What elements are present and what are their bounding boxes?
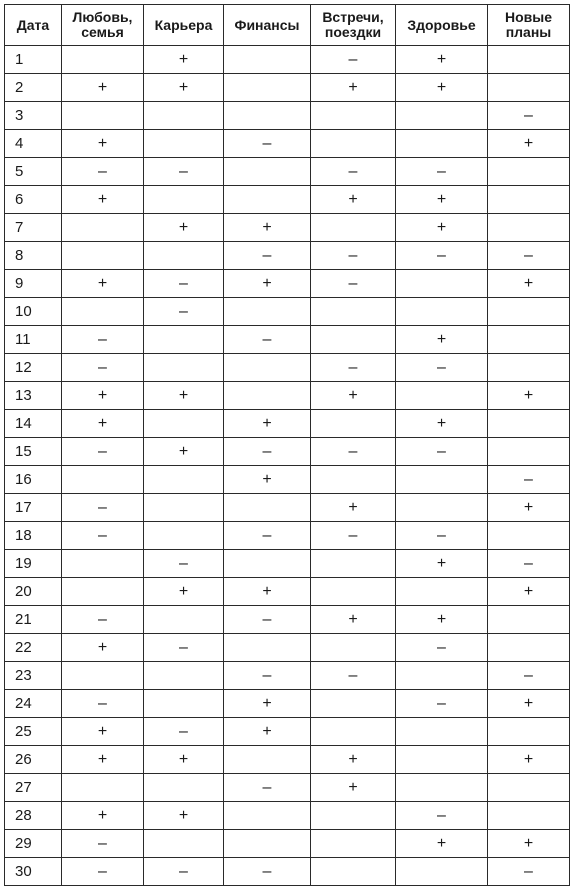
new-plans-cell bbox=[488, 74, 570, 102]
health-cell bbox=[396, 102, 488, 130]
love-family-cell bbox=[62, 298, 144, 326]
date-cell: 28 bbox=[5, 802, 62, 830]
new-plans-cell: + bbox=[488, 830, 570, 858]
health-cell: – bbox=[396, 438, 488, 466]
love-family-cell bbox=[62, 662, 144, 690]
health-cell bbox=[396, 774, 488, 802]
meetings-trips-cell: + bbox=[311, 774, 396, 802]
health-cell: + bbox=[396, 74, 488, 102]
meetings-trips-cell bbox=[311, 102, 396, 130]
finance-cell: – bbox=[224, 522, 311, 550]
meetings-trips-cell bbox=[311, 550, 396, 578]
table-row bbox=[5, 410, 570, 438]
career-cell: – bbox=[144, 718, 224, 746]
love-family-cell: – bbox=[62, 494, 144, 522]
love-family-cell: – bbox=[62, 522, 144, 550]
table-row bbox=[5, 130, 570, 158]
health-cell bbox=[396, 662, 488, 690]
finance-cell bbox=[224, 46, 311, 74]
meetings-trips-cell bbox=[311, 130, 396, 158]
table-row bbox=[5, 746, 570, 774]
love-family-cell: – bbox=[62, 158, 144, 186]
career-cell: – bbox=[144, 858, 224, 886]
header-label: Карьера bbox=[154, 16, 213, 33]
header-label: Новые планы bbox=[504, 9, 552, 40]
health-cell: + bbox=[396, 606, 488, 634]
new-plans-cell bbox=[488, 438, 570, 466]
health-cell bbox=[396, 382, 488, 410]
health-cell bbox=[396, 466, 488, 494]
table-row bbox=[5, 690, 570, 718]
meetings-trips-cell bbox=[311, 214, 396, 242]
career-cell bbox=[144, 606, 224, 634]
new-plans-cell bbox=[488, 354, 570, 382]
love-family-cell: + bbox=[62, 410, 144, 438]
health-cell bbox=[396, 298, 488, 326]
table-row bbox=[5, 214, 570, 242]
career-cell bbox=[144, 242, 224, 270]
finance-cell bbox=[224, 74, 311, 102]
date-cell: 9 bbox=[5, 270, 62, 298]
love-family-cell: + bbox=[62, 802, 144, 830]
meetings-trips-cell: – bbox=[311, 242, 396, 270]
date-cell: 16 bbox=[5, 466, 62, 494]
date-cell: 14 bbox=[5, 410, 62, 438]
health-cell: + bbox=[396, 550, 488, 578]
new-plans-cell: + bbox=[488, 690, 570, 718]
new-plans-cell bbox=[488, 186, 570, 214]
career-cell: – bbox=[144, 634, 224, 662]
date-cell: 26 bbox=[5, 746, 62, 774]
header-health bbox=[396, 5, 488, 46]
meetings-trips-cell: + bbox=[311, 746, 396, 774]
meetings-trips-cell bbox=[311, 298, 396, 326]
career-cell bbox=[144, 410, 224, 438]
career-cell: + bbox=[144, 802, 224, 830]
finance-cell: + bbox=[224, 270, 311, 298]
new-plans-cell: + bbox=[488, 382, 570, 410]
date-cell: 12 bbox=[5, 354, 62, 382]
career-cell: + bbox=[144, 438, 224, 466]
health-cell bbox=[396, 718, 488, 746]
date-cell: 23 bbox=[5, 662, 62, 690]
finance-cell bbox=[224, 158, 311, 186]
date-cell: 22 bbox=[5, 634, 62, 662]
finance-cell: + bbox=[224, 718, 311, 746]
finance-cell: – bbox=[224, 858, 311, 886]
health-cell: + bbox=[396, 326, 488, 354]
new-plans-cell bbox=[488, 802, 570, 830]
new-plans-cell: – bbox=[488, 466, 570, 494]
finance-cell bbox=[224, 298, 311, 326]
love-family-cell: – bbox=[62, 606, 144, 634]
table-row bbox=[5, 438, 570, 466]
love-family-cell: – bbox=[62, 354, 144, 382]
meetings-trips-cell: – bbox=[311, 354, 396, 382]
new-plans-cell bbox=[488, 774, 570, 802]
finance-cell bbox=[224, 746, 311, 774]
table-row bbox=[5, 466, 570, 494]
meetings-trips-cell: + bbox=[311, 606, 396, 634]
new-plans-cell: – bbox=[488, 242, 570, 270]
table-row bbox=[5, 830, 570, 858]
love-family-cell bbox=[62, 550, 144, 578]
meetings-trips-cell bbox=[311, 718, 396, 746]
table-row bbox=[5, 242, 570, 270]
meetings-trips-cell: – bbox=[311, 662, 396, 690]
table-row bbox=[5, 46, 570, 74]
date-cell: 18 bbox=[5, 522, 62, 550]
meetings-trips-cell bbox=[311, 858, 396, 886]
table-row bbox=[5, 354, 570, 382]
new-plans-cell: + bbox=[488, 270, 570, 298]
new-plans-cell bbox=[488, 634, 570, 662]
new-plans-cell bbox=[488, 522, 570, 550]
health-cell: – bbox=[396, 802, 488, 830]
career-cell bbox=[144, 774, 224, 802]
date-cell: 25 bbox=[5, 718, 62, 746]
date-cell: 19 bbox=[5, 550, 62, 578]
date-cell: 10 bbox=[5, 298, 62, 326]
date-cell: 27 bbox=[5, 774, 62, 802]
new-plans-cell: – bbox=[488, 662, 570, 690]
new-plans-cell bbox=[488, 158, 570, 186]
meetings-trips-cell: + bbox=[311, 382, 396, 410]
meetings-trips-cell: – bbox=[311, 46, 396, 74]
finance-cell bbox=[224, 830, 311, 858]
career-cell bbox=[144, 522, 224, 550]
new-plans-cell: + bbox=[488, 130, 570, 158]
health-cell bbox=[396, 858, 488, 886]
love-family-cell bbox=[62, 102, 144, 130]
finance-cell bbox=[224, 102, 311, 130]
date-cell: 2 bbox=[5, 74, 62, 102]
career-cell bbox=[144, 102, 224, 130]
date-cell: 3 bbox=[5, 102, 62, 130]
career-cell: – bbox=[144, 270, 224, 298]
finance-cell: – bbox=[224, 326, 311, 354]
finance-cell: – bbox=[224, 606, 311, 634]
career-cell bbox=[144, 466, 224, 494]
table-row bbox=[5, 158, 570, 186]
date-cell: 7 bbox=[5, 214, 62, 242]
header-row bbox=[5, 5, 570, 46]
career-cell bbox=[144, 354, 224, 382]
health-cell: – bbox=[396, 634, 488, 662]
new-plans-cell: – bbox=[488, 858, 570, 886]
date-cell: 4 bbox=[5, 130, 62, 158]
new-plans-cell: – bbox=[488, 550, 570, 578]
date-cell: 15 bbox=[5, 438, 62, 466]
health-cell bbox=[396, 494, 488, 522]
header-new-plans bbox=[488, 5, 570, 46]
table-row bbox=[5, 382, 570, 410]
finance-cell: – bbox=[224, 774, 311, 802]
finance-cell: + bbox=[224, 578, 311, 606]
finance-cell: – bbox=[224, 130, 311, 158]
table-row bbox=[5, 634, 570, 662]
finance-cell: + bbox=[224, 214, 311, 242]
date-cell: 30 bbox=[5, 858, 62, 886]
career-cell bbox=[144, 494, 224, 522]
love-family-cell: + bbox=[62, 130, 144, 158]
date-cell: 1 bbox=[5, 46, 62, 74]
header-label: Любовь, семья bbox=[72, 9, 133, 40]
meetings-trips-cell: – bbox=[311, 522, 396, 550]
career-cell bbox=[144, 830, 224, 858]
love-family-cell bbox=[62, 214, 144, 242]
meetings-trips-cell: – bbox=[311, 158, 396, 186]
header-meetings-trips bbox=[311, 5, 396, 46]
table-body bbox=[5, 46, 570, 886]
career-cell bbox=[144, 662, 224, 690]
table-row bbox=[5, 606, 570, 634]
finance-cell bbox=[224, 494, 311, 522]
new-plans-cell bbox=[488, 46, 570, 74]
love-family-cell: + bbox=[62, 270, 144, 298]
new-plans-cell bbox=[488, 214, 570, 242]
career-cell: + bbox=[144, 214, 224, 242]
table-row bbox=[5, 718, 570, 746]
meetings-trips-cell bbox=[311, 466, 396, 494]
health-cell bbox=[396, 746, 488, 774]
health-cell bbox=[396, 270, 488, 298]
health-cell: – bbox=[396, 242, 488, 270]
table-row bbox=[5, 102, 570, 130]
health-cell: + bbox=[396, 46, 488, 74]
health-cell: – bbox=[396, 158, 488, 186]
header-label: Встречи, поездки bbox=[322, 9, 384, 40]
health-cell: – bbox=[396, 522, 488, 550]
table-row bbox=[5, 74, 570, 102]
new-plans-cell bbox=[488, 718, 570, 746]
meetings-trips-cell bbox=[311, 802, 396, 830]
table-row bbox=[5, 298, 570, 326]
new-plans-cell: – bbox=[488, 102, 570, 130]
header-date bbox=[5, 5, 62, 46]
forecast-table bbox=[4, 4, 570, 886]
table-row bbox=[5, 494, 570, 522]
meetings-trips-cell bbox=[311, 410, 396, 438]
table-row bbox=[5, 858, 570, 886]
header-label: Здоровье bbox=[407, 16, 476, 33]
career-cell bbox=[144, 690, 224, 718]
meetings-trips-cell bbox=[311, 578, 396, 606]
career-cell: + bbox=[144, 746, 224, 774]
date-cell: 13 bbox=[5, 382, 62, 410]
table-row bbox=[5, 186, 570, 214]
love-family-cell: – bbox=[62, 858, 144, 886]
love-family-cell: – bbox=[62, 690, 144, 718]
finance-cell: + bbox=[224, 410, 311, 438]
meetings-trips-cell bbox=[311, 830, 396, 858]
header-label: Дата bbox=[16, 16, 50, 33]
love-family-cell: + bbox=[62, 382, 144, 410]
finance-cell: + bbox=[224, 690, 311, 718]
header-finance bbox=[224, 5, 311, 46]
table-row bbox=[5, 550, 570, 578]
love-family-cell bbox=[62, 774, 144, 802]
finance-cell bbox=[224, 382, 311, 410]
date-cell: 20 bbox=[5, 578, 62, 606]
date-cell: 24 bbox=[5, 690, 62, 718]
date-cell: 5 bbox=[5, 158, 62, 186]
header-love-family bbox=[62, 5, 144, 46]
finance-cell bbox=[224, 802, 311, 830]
table-row bbox=[5, 774, 570, 802]
love-family-cell: + bbox=[62, 186, 144, 214]
love-family-cell: + bbox=[62, 746, 144, 774]
finance-cell: – bbox=[224, 242, 311, 270]
career-cell: – bbox=[144, 298, 224, 326]
header-career bbox=[144, 5, 224, 46]
health-cell bbox=[396, 130, 488, 158]
meetings-trips-cell: + bbox=[311, 494, 396, 522]
new-plans-cell: + bbox=[488, 578, 570, 606]
health-cell: – bbox=[396, 690, 488, 718]
meetings-trips-cell: – bbox=[311, 270, 396, 298]
love-family-cell: – bbox=[62, 326, 144, 354]
date-cell: 6 bbox=[5, 186, 62, 214]
health-cell: + bbox=[396, 830, 488, 858]
new-plans-cell bbox=[488, 326, 570, 354]
date-cell: 8 bbox=[5, 242, 62, 270]
love-family-cell: + bbox=[62, 634, 144, 662]
table-row bbox=[5, 270, 570, 298]
finance-cell: – bbox=[224, 438, 311, 466]
table-row bbox=[5, 802, 570, 830]
header-label: Финансы bbox=[234, 16, 300, 33]
new-plans-cell bbox=[488, 410, 570, 438]
meetings-trips-cell bbox=[311, 690, 396, 718]
career-cell: + bbox=[144, 74, 224, 102]
date-cell: 21 bbox=[5, 606, 62, 634]
health-cell: – bbox=[396, 354, 488, 382]
meetings-trips-cell bbox=[311, 326, 396, 354]
finance-cell bbox=[224, 354, 311, 382]
finance-cell bbox=[224, 634, 311, 662]
career-cell: + bbox=[144, 46, 224, 74]
new-plans-cell: + bbox=[488, 746, 570, 774]
finance-cell: + bbox=[224, 466, 311, 494]
table-row bbox=[5, 522, 570, 550]
new-plans-cell bbox=[488, 606, 570, 634]
meetings-trips-cell bbox=[311, 634, 396, 662]
career-cell: – bbox=[144, 158, 224, 186]
love-family-cell bbox=[62, 578, 144, 606]
career-cell: + bbox=[144, 382, 224, 410]
love-family-cell bbox=[62, 466, 144, 494]
health-cell: + bbox=[396, 214, 488, 242]
new-plans-cell bbox=[488, 298, 570, 326]
love-family-cell: – bbox=[62, 830, 144, 858]
finance-cell bbox=[224, 186, 311, 214]
finance-cell bbox=[224, 550, 311, 578]
table-row bbox=[5, 662, 570, 690]
love-family-cell bbox=[62, 242, 144, 270]
date-cell: 17 bbox=[5, 494, 62, 522]
finance-cell: – bbox=[224, 662, 311, 690]
love-family-cell: + bbox=[62, 718, 144, 746]
career-cell: + bbox=[144, 578, 224, 606]
love-family-cell: + bbox=[62, 74, 144, 102]
meetings-trips-cell: + bbox=[311, 74, 396, 102]
date-cell: 11 bbox=[5, 326, 62, 354]
health-cell bbox=[396, 578, 488, 606]
table-row bbox=[5, 326, 570, 354]
love-family-cell: – bbox=[62, 438, 144, 466]
meetings-trips-cell: + bbox=[311, 186, 396, 214]
career-cell bbox=[144, 326, 224, 354]
career-cell bbox=[144, 130, 224, 158]
career-cell: – bbox=[144, 550, 224, 578]
date-cell: 29 bbox=[5, 830, 62, 858]
meetings-trips-cell: – bbox=[311, 438, 396, 466]
table-row bbox=[5, 578, 570, 606]
health-cell: + bbox=[396, 186, 488, 214]
career-cell bbox=[144, 186, 224, 214]
health-cell: + bbox=[396, 410, 488, 438]
love-family-cell bbox=[62, 46, 144, 74]
new-plans-cell: + bbox=[488, 494, 570, 522]
